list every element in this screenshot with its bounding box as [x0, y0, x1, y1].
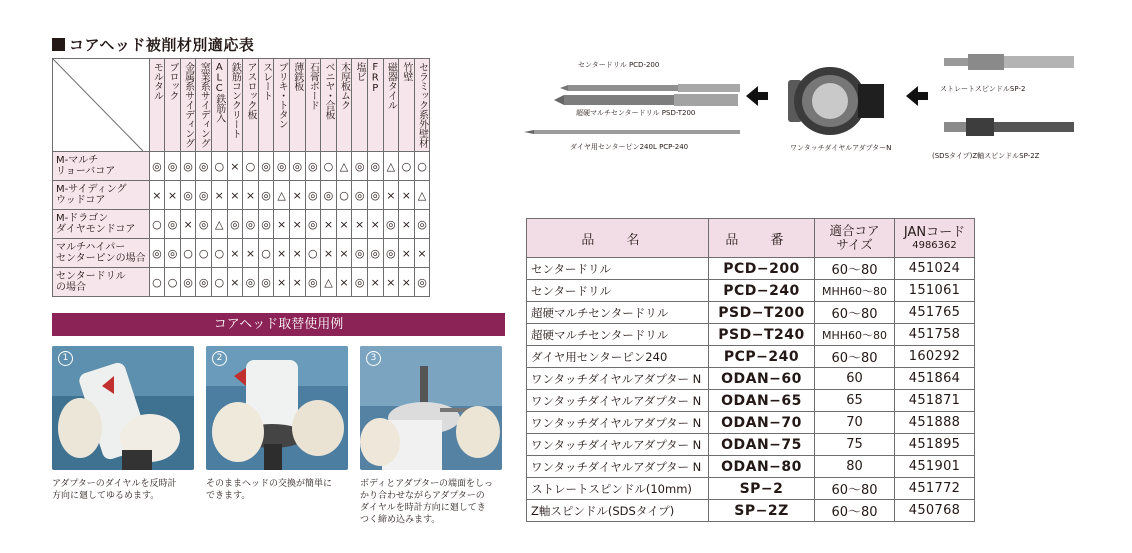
compat-symbol: ◎: [258, 268, 274, 297]
material-label: 石膏ボード: [307, 62, 319, 110]
compat-symbol: ×: [289, 210, 305, 239]
compat-symbol: ◎: [149, 239, 165, 268]
compat-symbol: ×: [149, 181, 165, 210]
usage-photo-1: [52, 346, 194, 470]
compat-symbol: ◎: [165, 152, 181, 181]
compat-row-label: センタードリル の場合: [53, 268, 150, 297]
product-size: 75: [815, 434, 895, 456]
material-header: [367, 59, 383, 152]
product-size: 60〜80: [815, 346, 895, 368]
compat-header-row: [53, 59, 430, 152]
product-row: [527, 390, 975, 412]
compat-symbol: ◎: [352, 239, 368, 268]
product-row: [527, 280, 975, 302]
usage-photo-3: [360, 346, 502, 470]
compat-symbol: ◎: [305, 152, 321, 181]
compat-symbol: ◎: [196, 210, 212, 239]
adapter-icon: [788, 67, 884, 135]
compat-symbol: △: [414, 181, 430, 210]
material-label: セラミック系外壁材: [416, 62, 428, 148]
compat-symbol: ×: [336, 239, 352, 268]
compat-symbol: ◎: [414, 268, 430, 297]
product-jan: 451888: [895, 412, 975, 434]
compat-symbol: △: [274, 181, 290, 210]
compat-symbol: ◎: [258, 152, 274, 181]
compat-symbol: ○: [243, 152, 259, 181]
material-header: [414, 59, 430, 152]
material-header: [227, 59, 243, 152]
compat-symbol: ◎: [383, 239, 399, 268]
compat-symbol: △: [336, 152, 352, 181]
material-header: [321, 59, 337, 152]
product-jan: 451765: [895, 302, 975, 324]
material-label: ベニヤ・合板: [322, 62, 334, 119]
material-header: [274, 59, 290, 152]
product-jan: 451772: [895, 478, 975, 500]
compat-body: [53, 152, 430, 297]
compat-symbol: ◎: [305, 181, 321, 210]
product-jan: 160292: [895, 346, 975, 368]
product-code: ODAN−65: [709, 390, 815, 412]
compat-symbol: ○: [149, 268, 165, 297]
product-code: ODAN−75: [709, 434, 815, 456]
product-code: SP−2Z: [709, 500, 815, 522]
arrow-left-icon: [746, 86, 768, 106]
material-label: 塩ビ: [354, 62, 366, 81]
material-label: モルタル: [151, 62, 163, 100]
compat-symbol: ◎: [258, 181, 274, 210]
compat-row: [53, 181, 430, 210]
label-sp2: ストレートスピンドルSP-2: [940, 85, 1026, 93]
compat-row-label: マルチハイパー センターピンの場合: [53, 239, 150, 268]
product-body: [527, 258, 975, 522]
product-row: [527, 324, 975, 346]
compat-symbol: ×: [383, 268, 399, 297]
spindle-sp2z-icon: [944, 118, 1074, 136]
compat-symbol: ◎: [180, 181, 196, 210]
compat-symbol: ×: [289, 268, 305, 297]
compat-symbol: ○: [414, 152, 430, 181]
label-pcd200: センタードリル PCD-200: [578, 61, 660, 69]
compat-symbol: ○: [211, 152, 227, 181]
product-name: ストレートスピンドル(10mm): [527, 478, 709, 500]
compat-symbol: ×: [243, 181, 259, 210]
compat-symbol: ◎: [149, 152, 165, 181]
compat-symbol: ○: [180, 239, 196, 268]
compat-row: [53, 152, 430, 181]
drill-psdt200-icon: [554, 94, 738, 106]
compat-corner-cell: [53, 59, 150, 152]
compat-symbol: ×: [321, 239, 337, 268]
product-jan: 451024: [895, 258, 975, 280]
material-label: ブロック: [167, 62, 178, 100]
compat-symbol: ×: [367, 210, 383, 239]
product-size: MHH60〜80: [815, 280, 895, 302]
product-table: [526, 218, 975, 522]
compat-symbol: ○: [211, 239, 227, 268]
product-jan: 451901: [895, 456, 975, 478]
material-label: スレート: [260, 62, 272, 100]
material-header: [243, 59, 259, 152]
compat-row: [53, 210, 430, 239]
compat-row: [53, 239, 430, 268]
usage-photo-2: [206, 346, 348, 470]
material-label: アスロック板: [244, 62, 256, 119]
product-size: 60〜80: [815, 478, 895, 500]
compat-symbol: ×: [414, 239, 430, 268]
compat-symbol: ◎: [367, 239, 383, 268]
square-bullet-icon: [52, 38, 65, 51]
compat-symbol: ◎: [227, 210, 243, 239]
usage-banner: コアヘッド取替使用例: [52, 313, 505, 336]
compat-symbol: ○: [149, 210, 165, 239]
material-label: 金属系サイディング: [182, 62, 194, 148]
compat-symbol: ◎: [196, 152, 212, 181]
compat-symbol: ×: [211, 181, 227, 210]
compat-symbol: △: [383, 152, 399, 181]
product-size: 65: [815, 390, 895, 412]
drill-pcd200-icon: [560, 84, 740, 92]
compat-symbol: ◎: [180, 268, 196, 297]
compat-symbol: ○: [336, 181, 352, 210]
product-code: ODAN−70: [709, 412, 815, 434]
label-psdt200: 超硬マルチセンタードリル PSD-T200: [576, 109, 696, 117]
compat-symbol: ×: [399, 210, 415, 239]
product-name: 超硬マルチセンタードリル: [527, 324, 709, 346]
material-header: [289, 59, 305, 152]
compat-symbol: ×: [274, 268, 290, 297]
compat-symbol: △: [211, 210, 227, 239]
compat-symbol: ×: [165, 181, 181, 210]
material-label: 鉄筋コンクリート: [229, 62, 241, 138]
product-row: [527, 258, 975, 280]
product-name: ワンタッチダイヤルアダプター N: [527, 412, 709, 434]
compat-symbol: ○: [165, 268, 181, 297]
product-row: [527, 346, 975, 368]
step-number-2: 2: [212, 351, 227, 366]
compat-symbol: ×: [289, 239, 305, 268]
product-code: ODAN−60: [709, 368, 815, 390]
product-name: ワンタッチダイヤルアダプター N: [527, 456, 709, 478]
material-header: [211, 59, 227, 152]
compat-symbol: ◎: [196, 268, 212, 297]
header-fit: [815, 219, 895, 258]
product-jan: 451864: [895, 368, 975, 390]
header-fit-line1: 適合コア: [829, 223, 880, 238]
compat-symbol: ◎: [165, 210, 181, 239]
compat-row: [53, 268, 430, 297]
compat-symbol: ◎: [383, 210, 399, 239]
arrow-left-icon: [906, 86, 928, 106]
compat-symbol: ×: [383, 181, 399, 210]
compat-symbol: ◎: [352, 181, 368, 210]
material-header: [352, 59, 368, 152]
material-header: [336, 59, 352, 152]
product-name: ワンタッチダイヤルアダプター N: [527, 368, 709, 390]
product-name: センタードリル: [527, 280, 709, 302]
product-name: 超硬マルチセンタードリル: [527, 302, 709, 324]
step-number-1: 1: [58, 351, 73, 366]
compat-symbol: ×: [227, 181, 243, 210]
compat-title: [52, 34, 254, 55]
compat-symbol: ◎: [352, 268, 368, 297]
material-label: 窯業系サイディング: [198, 62, 210, 148]
compat-symbol: ○: [258, 239, 274, 268]
product-jan: 451871: [895, 390, 975, 412]
compat-row-label: M-サイディング ウッドコア: [53, 181, 150, 210]
compat-symbol: ○: [211, 268, 227, 297]
compat-symbol: ×: [227, 268, 243, 297]
product-size: 60: [815, 368, 895, 390]
compat-symbol: ◎: [352, 152, 368, 181]
product-size: 60〜80: [815, 258, 895, 280]
compat-symbol: ○: [321, 152, 337, 181]
label-sp2z: (SDSタイプ)Z軸スピンドルSP-2Z: [932, 152, 1040, 160]
material-header: [258, 59, 274, 152]
product-code: PSD−T200: [709, 302, 815, 324]
compat-symbol: ×: [352, 210, 368, 239]
compat-symbol: ×: [367, 268, 383, 297]
product-code: PCP−240: [709, 346, 815, 368]
compat-symbol: ○: [196, 239, 212, 268]
usage-caption-2: そのままヘッドの交換が簡単に できます。: [206, 479, 333, 501]
compat-table: [52, 58, 430, 297]
header-name: [527, 219, 709, 258]
compat-symbol: ○: [399, 152, 415, 181]
compat-symbol: ◎: [367, 181, 383, 210]
compat-symbol: ◎: [243, 210, 259, 239]
product-code: SP−2: [709, 478, 815, 500]
photo-1-illustration: [52, 346, 194, 470]
material-label: ブリキ・トタン: [276, 62, 288, 129]
spindle-sp2-icon: [944, 54, 1074, 70]
compat-symbol: ×: [227, 239, 243, 268]
material-label: 薄鉄板: [291, 62, 303, 91]
product-header-row: [527, 219, 975, 258]
product-size: 80: [815, 456, 895, 478]
material-header: [196, 59, 212, 152]
product-row: [527, 368, 975, 390]
header-name-text: 品 名: [581, 232, 654, 248]
compat-symbol: ◎: [289, 152, 305, 181]
product-jan: 451895: [895, 434, 975, 456]
product-row: [527, 434, 975, 456]
product-row: [527, 500, 975, 522]
product-row: [527, 478, 975, 500]
product-name: ダイヤ用センターピン240: [527, 346, 709, 368]
label-adapter: ワンタッチダイヤルアダプターN: [790, 144, 892, 152]
header-code-text: 品 番: [725, 232, 798, 248]
material-header: [305, 59, 321, 152]
product-name: センタードリル: [527, 258, 709, 280]
compat-symbol: ×: [321, 210, 337, 239]
product-name: ワンタッチダイヤルアダプター N: [527, 434, 709, 456]
compat-symbol: ◎: [196, 181, 212, 210]
usage-caption-3: ボディとアダプターの端面をしっ かり合わせながらアダプターの ダイヤルを時計方向に廻してき つく締め込みます。: [360, 479, 494, 525]
compat-symbol: ×: [243, 239, 259, 268]
compat-symbol: ◎: [414, 210, 430, 239]
product-jan: 451758: [895, 324, 975, 346]
product-code: PCD−200: [709, 258, 815, 280]
photo-3-illustration: [360, 346, 502, 470]
header-code: [709, 219, 815, 258]
product-jan: 151061: [895, 280, 975, 302]
compat-row-label: M-ドラゴン ダイヤモンドコア: [53, 210, 150, 239]
material-header: [149, 59, 165, 152]
product-row: [527, 456, 975, 478]
compat-symbol: ◎: [305, 268, 321, 297]
compat-symbol: ◎: [243, 268, 259, 297]
header-jan-line2: 4986362: [912, 239, 957, 251]
product-code: PSD−T240: [709, 324, 815, 346]
compat-symbol: ◎: [305, 210, 321, 239]
compat-symbol: ×: [289, 181, 305, 210]
usage-caption-1: アダプターのダイヤルを反時計 方向に廻してゆるめます。: [52, 479, 177, 501]
compat-symbol: ×: [336, 210, 352, 239]
compat-symbol: ◎: [321, 181, 337, 210]
material-label: FRP: [369, 62, 381, 94]
compat-symbol: ×: [336, 268, 352, 297]
product-row: [527, 302, 975, 324]
header-fit-line2: サイズ: [836, 237, 873, 252]
material-label: 木厚板ムク: [338, 62, 350, 110]
product-code: ODAN−80: [709, 456, 815, 478]
product-code: PCD−240: [709, 280, 815, 302]
diagonal-line-icon: [53, 59, 143, 151]
label-pcp240: ダイヤ用センターピン240L PCP-240: [570, 143, 689, 151]
compat-symbol: ×: [399, 239, 415, 268]
pin-pcp240-icon: [524, 130, 740, 134]
product-row: [527, 412, 975, 434]
compat-symbol: ×: [274, 210, 290, 239]
product-size: 60〜80: [815, 302, 895, 324]
compat-symbol: ◎: [274, 152, 290, 181]
material-header: [399, 59, 415, 152]
step-number-3: 3: [366, 351, 381, 366]
compat-title-text: コアヘッド被削材別適応表: [69, 36, 255, 54]
material-label: 竹壁: [400, 62, 412, 81]
product-size: 70: [815, 412, 895, 434]
compat-symbol: ◎: [165, 239, 181, 268]
product-size: 60〜80: [815, 500, 895, 522]
product-jan: 450768: [895, 500, 975, 522]
compat-symbol: ○: [305, 239, 321, 268]
compat-symbol: ×: [180, 210, 196, 239]
compat-row-label: M-マルチ リョーバコア: [53, 152, 150, 181]
material-label: ALC鉄筋入: [213, 62, 225, 122]
product-name: Z軸スピンドル(SDSタイプ): [527, 500, 709, 522]
compat-symbol: ×: [227, 152, 243, 181]
header-jan: [895, 219, 975, 258]
photo-2-illustration: [206, 346, 348, 470]
compat-symbol: ×: [399, 268, 415, 297]
compat-symbol: ×: [399, 181, 415, 210]
product-name: ワンタッチダイヤルアダプター N: [527, 390, 709, 412]
material-header: [383, 59, 399, 152]
material-label: 磁器タイル: [385, 62, 397, 110]
compat-symbol: ◎: [367, 152, 383, 181]
compat-symbol: ◎: [180, 152, 196, 181]
compat-symbol: △: [321, 268, 337, 297]
product-size: MHH60〜80: [815, 324, 895, 346]
header-jan-line1: JANコード: [903, 224, 966, 240]
compat-symbol: ◎: [258, 210, 274, 239]
compat-symbol: ×: [274, 239, 290, 268]
material-header: [180, 59, 196, 152]
material-header: [165, 59, 181, 152]
